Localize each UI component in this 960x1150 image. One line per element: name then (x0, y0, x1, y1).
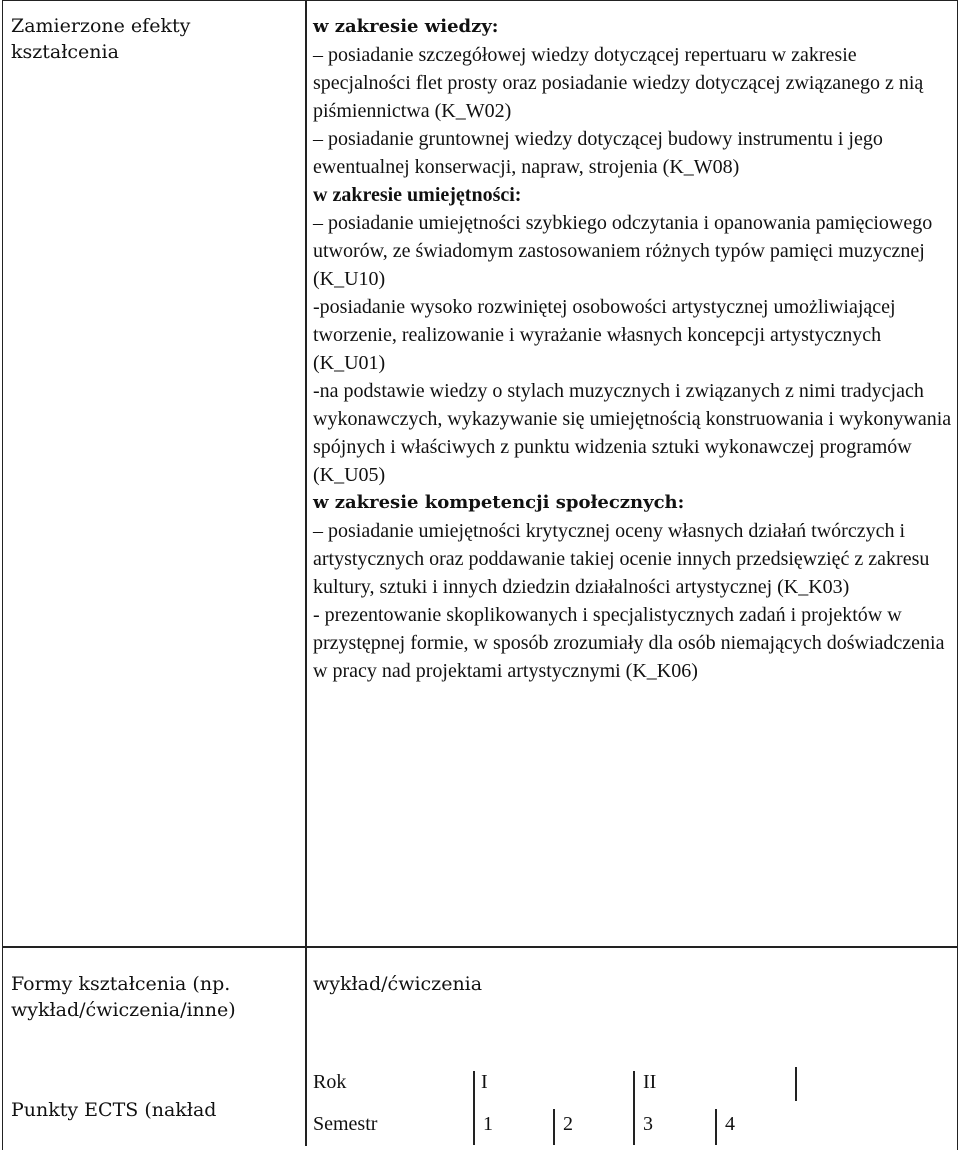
social-heading: w zakresie kompetencji społecznych: (313, 492, 685, 513)
learning-effects-content (313, 13, 953, 685)
semester-row (313, 1113, 377, 1136)
forms-label: Formy kształcenia (np. wykład/ćwiczenia/inne) (11, 973, 236, 1021)
forms-value: wykład/ćwiczenia (313, 973, 483, 995)
skills-heading: w zakresie umiejętności: (313, 184, 522, 206)
cell-divider (633, 1071, 635, 1145)
row-divider (3, 946, 957, 948)
semester-value: 1 (483, 1113, 493, 1135)
semester-value: 2 (563, 1113, 573, 1135)
semester-value: 4 (725, 1113, 735, 1135)
skills-item: -na podstawie wiedzy o stylach muzycznych i związanych z nimi tradycjach wykonawczych, wykazywanie się umiejętnością konstruowania i wykonywania spójnych i właściwych z punktu widzenia sztuki wykonawczej programów (K_U05) (313, 380, 952, 486)
social-item: - prezentowanie skoplikowanych i specjalistycznych zadań i projektów w przystępnej formie, w sposób zrozumiały dla osób niemających doświadczenia w pracy nad projektami artystycznymi (K_K06) (313, 604, 945, 682)
cell-divider (795, 1067, 797, 1101)
year-label: Rok (313, 1071, 347, 1093)
year-row (313, 1071, 346, 1094)
semester-label: Semestr (313, 1113, 378, 1135)
cell-divider (553, 1109, 555, 1145)
column-divider (305, 1, 307, 1146)
year-value: II (643, 1071, 657, 1093)
knowledge-item: – posiadanie szczegółowej wiedzy dotyczącej repertuaru w zakresie specjalności flet prosty oraz posiadanie wiedzy dotyczącej związanego z nią piśmiennictwa (K_W02) (313, 44, 924, 122)
social-item: – posiadanie umiejętności krytycznej oceny własnych działań twórczych i artystycznych oraz poddawanie takiej ocenie innych przedsięwzięć z zakresu kultury, sztuki i innych dziedzin działalności artystycznej (K_K03) (313, 520, 930, 598)
ects-label: Punkty ECTS (nakład (11, 1099, 217, 1121)
semester-value: 3 (643, 1113, 653, 1135)
cell-divider (715, 1109, 717, 1145)
syllabus-table (2, 0, 958, 1150)
cell-divider (473, 1071, 475, 1145)
knowledge-heading: w zakresie wiedzy: (313, 16, 499, 37)
knowledge-item: – posiadanie gruntownej wiedzy dotyczącej budowy instrumentu i jego ewentualnej konserwacji, napraw, strojenia (K_W08) (313, 128, 883, 178)
skills-item: – posiadanie umiejętności szybkiego odczytania i opanowania pamięciowego utworów, ze świadomym zastosowaniem różnych typów pamięci muzycznej (K_U10) (313, 212, 933, 290)
skills-item: -posiadanie wysoko rozwiniętej osobowości artystycznej umożliwiającej tworzenie, realizowanie i wyrażanie własnych koncepcji artystycznych (K_U01) (313, 296, 896, 374)
year-value: I (481, 1071, 488, 1093)
effects-label: Zamierzone efekty kształcenia (11, 15, 191, 63)
